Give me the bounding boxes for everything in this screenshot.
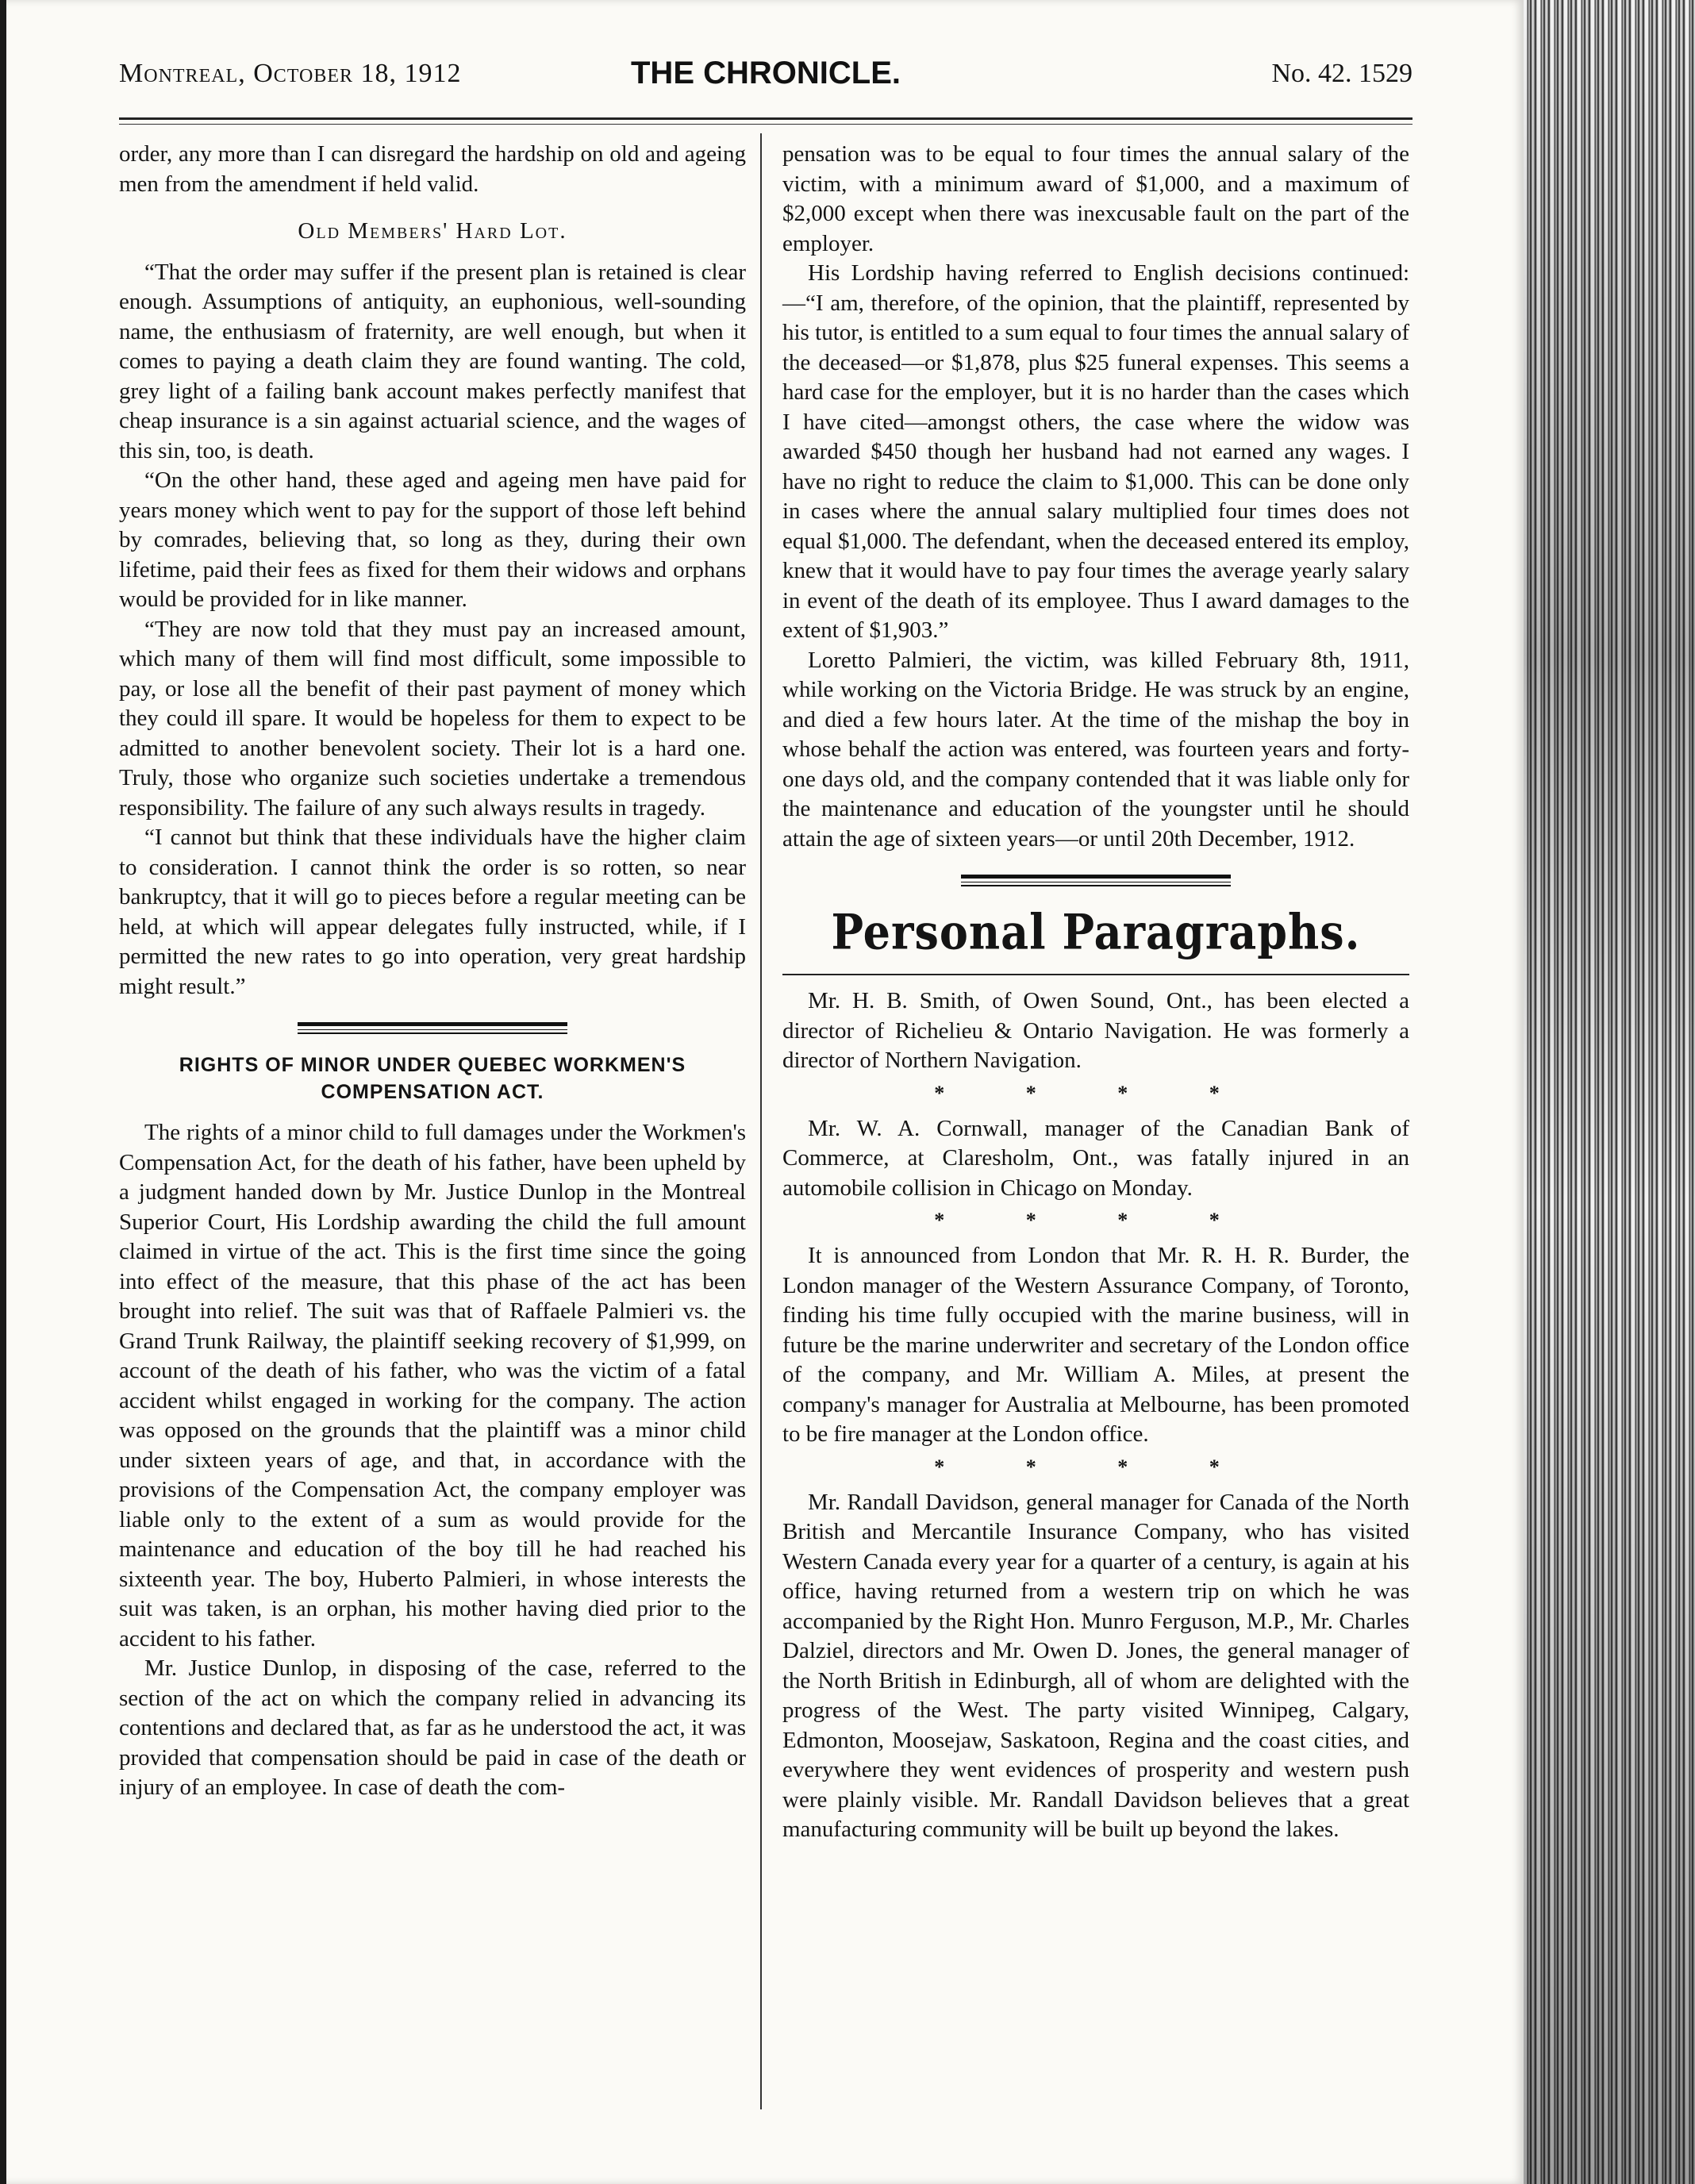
article-headline: RIGHTS OF MINOR UNDER QUEBEC WORKMEN'S COMPENSATION ACT. <box>179 1054 686 1103</box>
header-rule-thin <box>119 124 1412 125</box>
header-issue-page: No. 42. 1529 <box>1271 59 1412 88</box>
paragraph: Mr. H. B. Smith, of Owen Sound, Ont., has been elected a director of Richelieu & Ontario Navigation. He was formerly a director of Northern Navigation. <box>782 988 1409 1073</box>
paragraph: It is announced from London that Mr. R. H. R. Burder, the London manager of the Western Assurance Company, of Toronto, finding his time fully occupied with the marine business, will in future be the marine underwriter and secretary of the London office of the company, and Mr. William A. Miles, at present the company's manager for Australia at Melbourne, has been promoted to be fire manager at the London office. <box>782 1243 1409 1447</box>
paragraph: The rights of a minor child to full damages under the Workmen's Compensation Act, for the death of his father, have been upheld by a judgment handed down by Mr. Justice Dunlop in the Montreal Superior Court, His Lordship awarding the child the full amount claimed in virtue of the act. This is the first time since the going into effect of the measure, that this phase of the act has been brought into relief. The suit was that of Raffaele Palmieri vs. the Grand Trunk Railway, the plaintiff seeking recovery of $1,999, on account of the death of his father, who was the victim of a fatal accident whilst engaged in working for the company. The action was opposed on the grounds that the plaintiff was a minor child under sixteen years of age, and that, in accordance with the provisions of the Compensation Act, the company employer was liable only to the extent of a sum as would provide for the maintenance and education of the boy till he had reached his sixteenth year. The boy, Huberto Palmieri, in whose interests the suit was taken, is an orphan, his mother having died prior to the accident to his father. <box>119 1120 746 1651</box>
paragraph: pensation was to be equal to four times the annual salary of the victim, with a minimum award of $1,000, and a maximum of $2,000 except when there was inexcusable fault on the part of the employer. <box>782 141 1409 256</box>
header-dateline: Montreal, October 18, 1912 <box>119 59 462 88</box>
paragraph: “I cannot but think that these individuals have the higher claim to consideration. I cannot think the order is so rotten, so near bankruptcy, that it will go to pieces before a regular meeting can be held, at which will appear delegates fully instructed, while, if I permitted the new rates to go into operation, very great hardship might result.” <box>119 825 746 999</box>
subheading: Old Members' Hard Lot. <box>298 218 567 244</box>
left-column <box>119 140 746 1803</box>
paragraph: Mr. Justice Dunlop, in disposing of the case, referred to the section of the act on which the company relied in advancing its contentions and declared that, as far as he understood the act, it was provided that compensation should be paid in case of the death or injury of an employee. In case of death the com- <box>119 1655 746 1800</box>
header-masthead: THE CHRONICLE. <box>631 56 901 90</box>
section-rule <box>961 875 1231 886</box>
page-edge-shadow <box>1524 0 1695 2184</box>
separator-stars: * * * * <box>934 1455 1258 1478</box>
separator-stars: * * * * <box>934 1081 1258 1105</box>
paragraph: Mr. W. A. Cornwall, manager of the Canadian Bank of Commerce, at Claresholm, Ont., was fatally injured in an automobile collision in Chicago on Monday. <box>782 1115 1409 1201</box>
column-divider <box>760 133 762 2109</box>
section-underline <box>782 974 1409 975</box>
paragraph: “They are now told that they must pay an increased amount, which many of them will find most difficult, some impossible to pay, or lose all the benefit of their past payment of money which they could ill spare. It would be hopeless for them to expect to be admitted to another benevolent society. Their lot is a hard one. Truly, those who organize such societies undertake a tremendous responsibility. The failure of any such always results in tragedy. <box>119 616 746 821</box>
header-rule-thick <box>119 117 1412 120</box>
paragraph: order, any more than I can disregard the hardship on old and ageing men from the amendment if held valid. <box>119 141 746 197</box>
paragraph: “That the order may suffer if the present plan is retained is clear enough. Assumptions of antiquity, an euphonious, well-sounding name, the enthusiasm of fraternity, are well enough, but when it comes to paying a death claim they are found wanting. The cold, grey light of a failing bank account makes perfectly manifest that cheap insurance is a sin against actuarial science, and the wages of this sin, too, is death. <box>119 259 746 463</box>
paragraph: Mr. Randall Davidson, general manager for Canada of the North British and Mercantile Insurance Company, who has visited Western Canada every year for a quarter of a century, is again at his office, having returned from a western trip on which he was accompanied by the Right Hon. Munro Ferguson, M.P., Mr. Charles Dalziel, directors and Mr. Owen D. Jones, the general manager of the North British in Edinburgh, all of whom are delighted with the progress of the West. The party visited Winnipeg, Calgary, Edmonton, Moosejaw, Saskatoon, Regina and the coast cities, and everywhere they went evidences of prosperity and western push were plainly visible. Mr. Randall Davidson believes that a great manufacturing community will be built up beyond the lakes. <box>782 1489 1409 1842</box>
right-column <box>782 140 1409 1845</box>
page-header <box>119 54 1412 110</box>
section-rule <box>298 1022 567 1034</box>
separator-stars: * * * * <box>934 1209 1258 1232</box>
paragraph: His Lordship having referred to English decisions continued:—“I am, therefore, of the opinion, that the plaintiff, represented by his tutor, is entitled to a sum equal to four times the annual salary of the deceased—or $1,878, plus $25 funeral expenses. This seems a hard case for the employer, but it is no harder than the cases which I have cited—amongst others, the case where the widow was awarded $450 though her husband had not earned any wages. I have no right to reduce the claim to $1,000. This can be done only in cases where the annual salary multiplied four times does not equal $1,000. The defendant, when the deceased entered its employ, knew that it would have to pay four times the average yearly salary in event of the death of its employee. Thus I award damages to the extent of $1,903.” <box>782 260 1409 643</box>
paragraph: Loretto Palmieri, the victim, was killed February 8th, 1911, while working on the Victoria Bridge. He was struck by an engine, and died a few hours later. At the time of the mishap the boy in whose behalf the action was entered, was fourteen years and forty-one days old, and the company contended that it was liable only for the maintenance and education of the youngster until he should attain the age of sixteen years—or until 20th December, 1912. <box>782 647 1409 852</box>
section-title: Personal Paragraphs. <box>831 903 1361 960</box>
paragraph: “On the other hand, these aged and ageing men have paid for years money which went to pay for the support of those left behind by comrades, believing that, so long as they, during their own lifetime, paid their fees as fixed for them their widows and orphans would be provided for in like manner. <box>119 467 746 612</box>
